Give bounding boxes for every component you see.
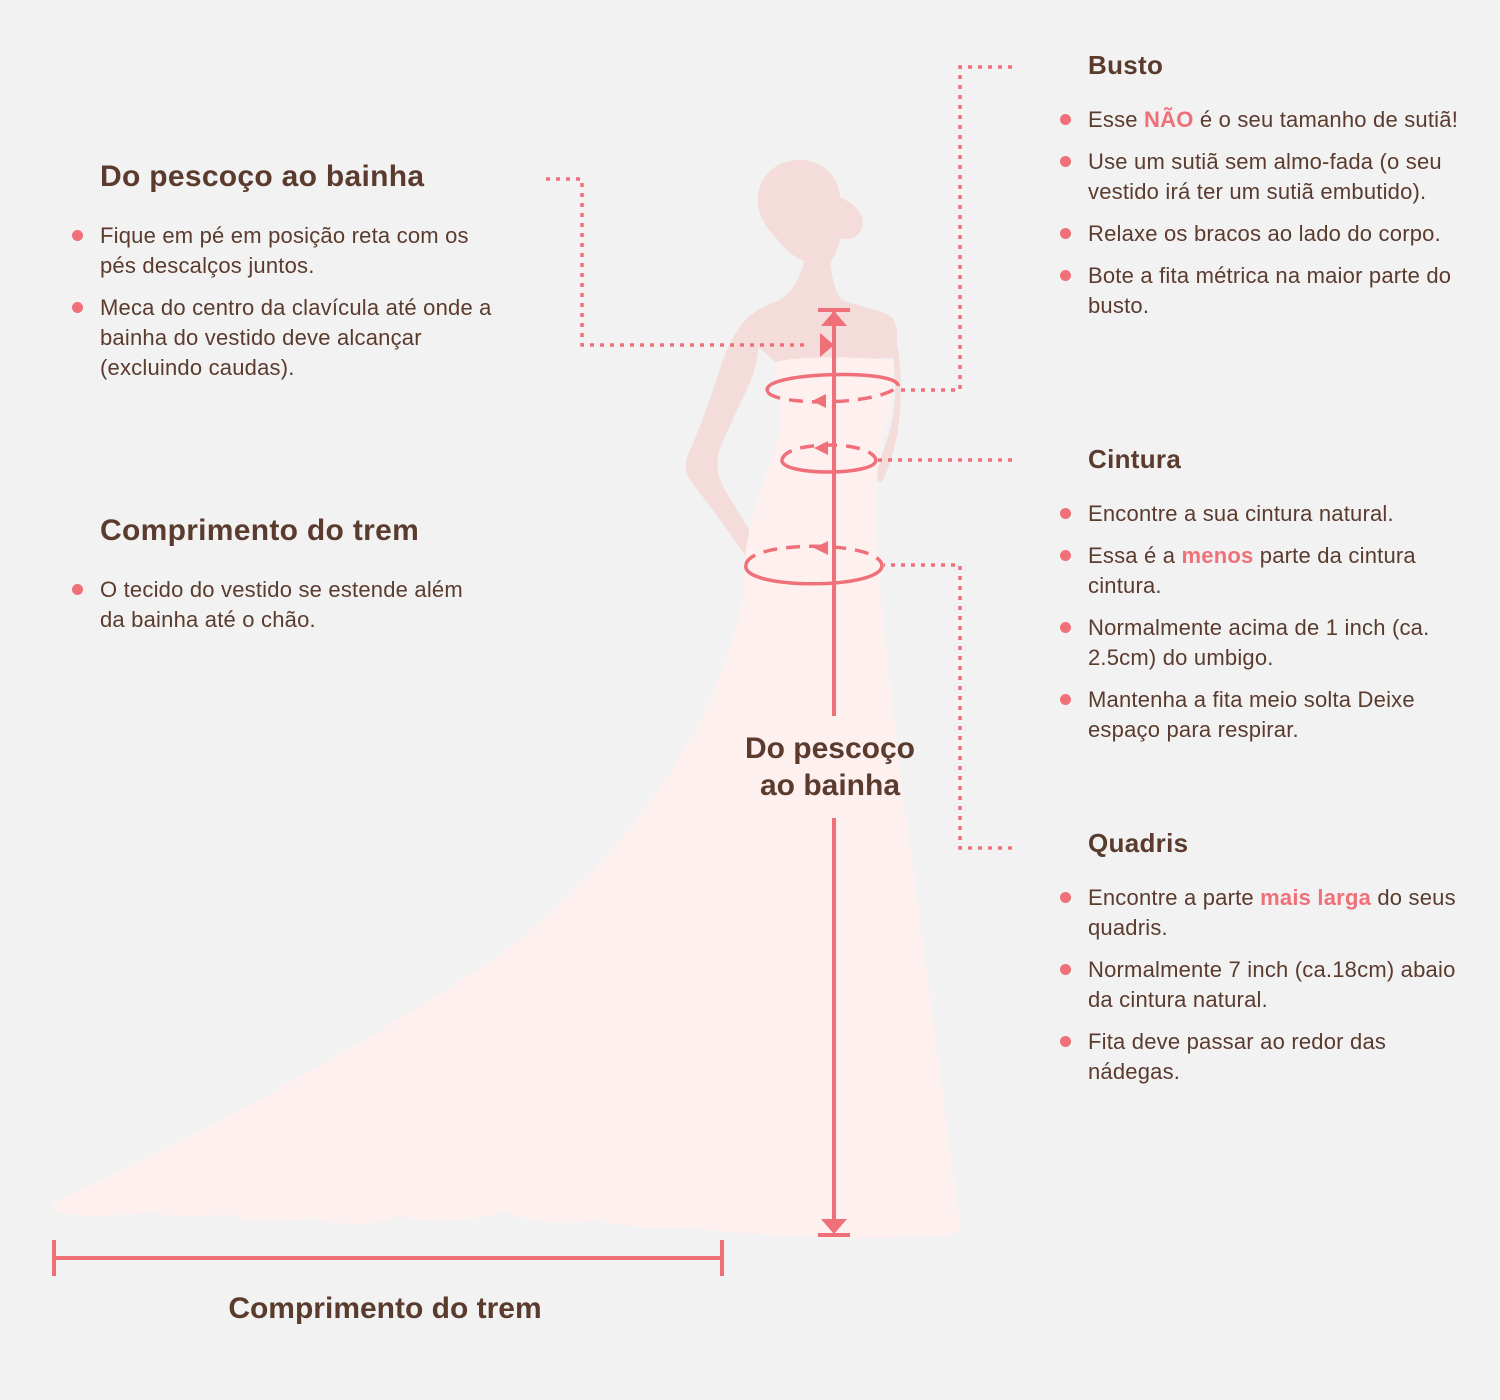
neck-to-hem-list (100, 221, 500, 383)
list-item: Mantenha a fita meio solta Deixe espaço para respirar. (1088, 685, 1468, 745)
neck-to-hem-title: Do pescoço ao bainha (100, 160, 425, 193)
list-item: Fita deve passar ao redor das nádegas. (1088, 1027, 1468, 1087)
train-length-measure-line (54, 1240, 722, 1276)
hips-section (1088, 828, 1468, 1099)
bust-section (1088, 50, 1468, 333)
train-length-title: Comprimento do trem (100, 514, 420, 547)
list-item: Relaxe os bracos ao lado do corpo. (1088, 219, 1468, 249)
waist-list (1088, 499, 1468, 745)
bust-item1-pre: Esse (1088, 107, 1145, 132)
waist-item2-pre: Essa é a (1088, 543, 1182, 568)
hips-item1-post: do seus quadris. (1088, 885, 1456, 940)
center-label-line1: Do pescoço (744, 732, 916, 765)
waist-section (1088, 444, 1468, 757)
list-item: Meca do centro da clavícula até onde a bainha do vestido deve alcançar (excluindo caudas). (100, 293, 500, 383)
list-item: Normalmente 7 inch (ca.18cm) abaio da cintura natural. (1088, 955, 1468, 1015)
neck-to-hem-section (100, 160, 500, 395)
train-length-section (100, 514, 480, 647)
list-item: Bote a fita métrica na maior parte do busto. (1088, 261, 1468, 321)
list-item: O tecido do vestido se estende além da bainha até o chão. (100, 575, 480, 635)
head-silhouette (758, 160, 863, 268)
center-label-line2: ao bainha (759, 769, 901, 802)
hips-item1-highlight: mais larga (1260, 885, 1372, 910)
bust-item1-post: é o seu tamanho de sutiã! (1193, 107, 1459, 132)
train-length-figure-label: Comprimento do trem (228, 1292, 542, 1325)
list-item: Normalmente acima de 1 inch (ca. 2.5cm) do umbigo. (1088, 613, 1468, 673)
hips-item1-pre: Encontre a parte (1088, 885, 1261, 910)
train-length-list (100, 575, 480, 635)
waist-item2-post: parte da cintura cintura. (1088, 543, 1416, 598)
bust-title: Busto (1088, 50, 1164, 80)
neck-to-hem-figure-label (700, 730, 960, 804)
list-item (1088, 541, 1468, 601)
list-item: Encontre a sua cintura natural. (1088, 499, 1468, 529)
waist-item2-highlight: menos (1181, 543, 1254, 568)
list-item (1088, 883, 1468, 943)
hips-title: Quadris (1088, 828, 1189, 858)
waist-title: Cintura (1088, 444, 1182, 474)
list-item (1088, 105, 1468, 135)
bust-list (1088, 105, 1468, 321)
list-item: Use um sutiã sem almo-fada (o seu vestido irá ter um sutiã embutido). (1088, 147, 1468, 207)
list-item: Fique em pé em posição reta com os pés descalços juntos. (100, 221, 500, 281)
bust-leader-line (898, 67, 1012, 390)
hips-list (1088, 883, 1468, 1087)
bust-item1-highlight: NÃO (1144, 107, 1194, 132)
